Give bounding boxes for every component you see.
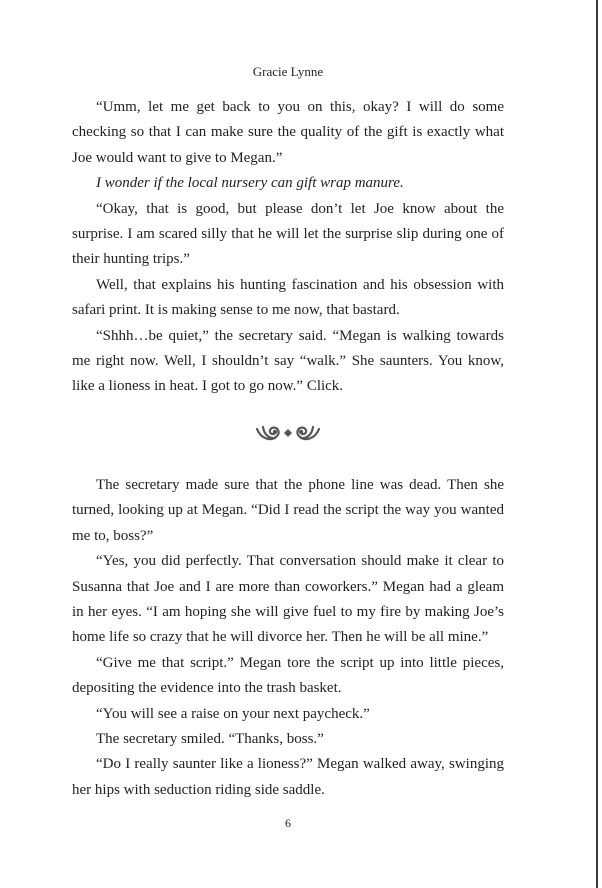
paragraph: “Give me that script.” Megan tore the script up into little pieces, depositing the evidence into the trash basket.	[72, 654, 504, 697]
page-number: 6	[285, 816, 291, 830]
paragraph: “Okay, that is good, but please don’t let Joe know about the surprise. I am scared silly that he will let the surprise slip during one of their hunting trips.”	[72, 200, 504, 268]
paragraph-italic-thought: I wonder if the local nursery can gift wrap manure.	[96, 175, 404, 192]
paragraph: “Do I really saunter like a lioness?” Megan walked away, swinging her hips with seduction riding side saddle.	[72, 756, 504, 798]
scroll-flourish-icon	[253, 422, 323, 444]
paragraph: Well, that explains his hunting fascination and his obsession with safari print. It is making sense to me now, that bastard.	[72, 276, 504, 319]
paragraph: “Umm, let me get back to you on this, okay? I will do some checking so that I can make sure the quality of the gift is exactly what Joe would want to give to Megan.”	[72, 99, 504, 166]
paragraph: “Shhh…be quiet,” the secretary said. “Megan is walking towards me right now. Well, I shouldn’t say “walk.” She saunters. You know, like a lioness in heat. I got to go now.” Click.	[72, 327, 504, 395]
running-head: Gracie Lynne	[252, 64, 324, 79]
paragraph: The secretary made sure that the phone line was dead. Then she turned, looking up at Megan. “Did I read the script the way you wanted me to, boss?”	[72, 477, 504, 544]
section-two-text	[72, 473, 504, 803]
paragraph: “Yes, you did perfectly. That conversation should make it clear to Susanna that Joe and I are more than coworkers.” Megan had a gleam in her eyes. “I am hoping she will give fuel to my fire by making Joe’s home life so crazy that he will divorce her. Then he will be all mine.”	[72, 553, 504, 646]
paragraph: “You will see a raise on your next paycheck.”	[96, 705, 370, 722]
section-one-text	[72, 95, 504, 400]
paragraph: The secretary smiled. “Thanks, boss.”	[96, 731, 324, 748]
